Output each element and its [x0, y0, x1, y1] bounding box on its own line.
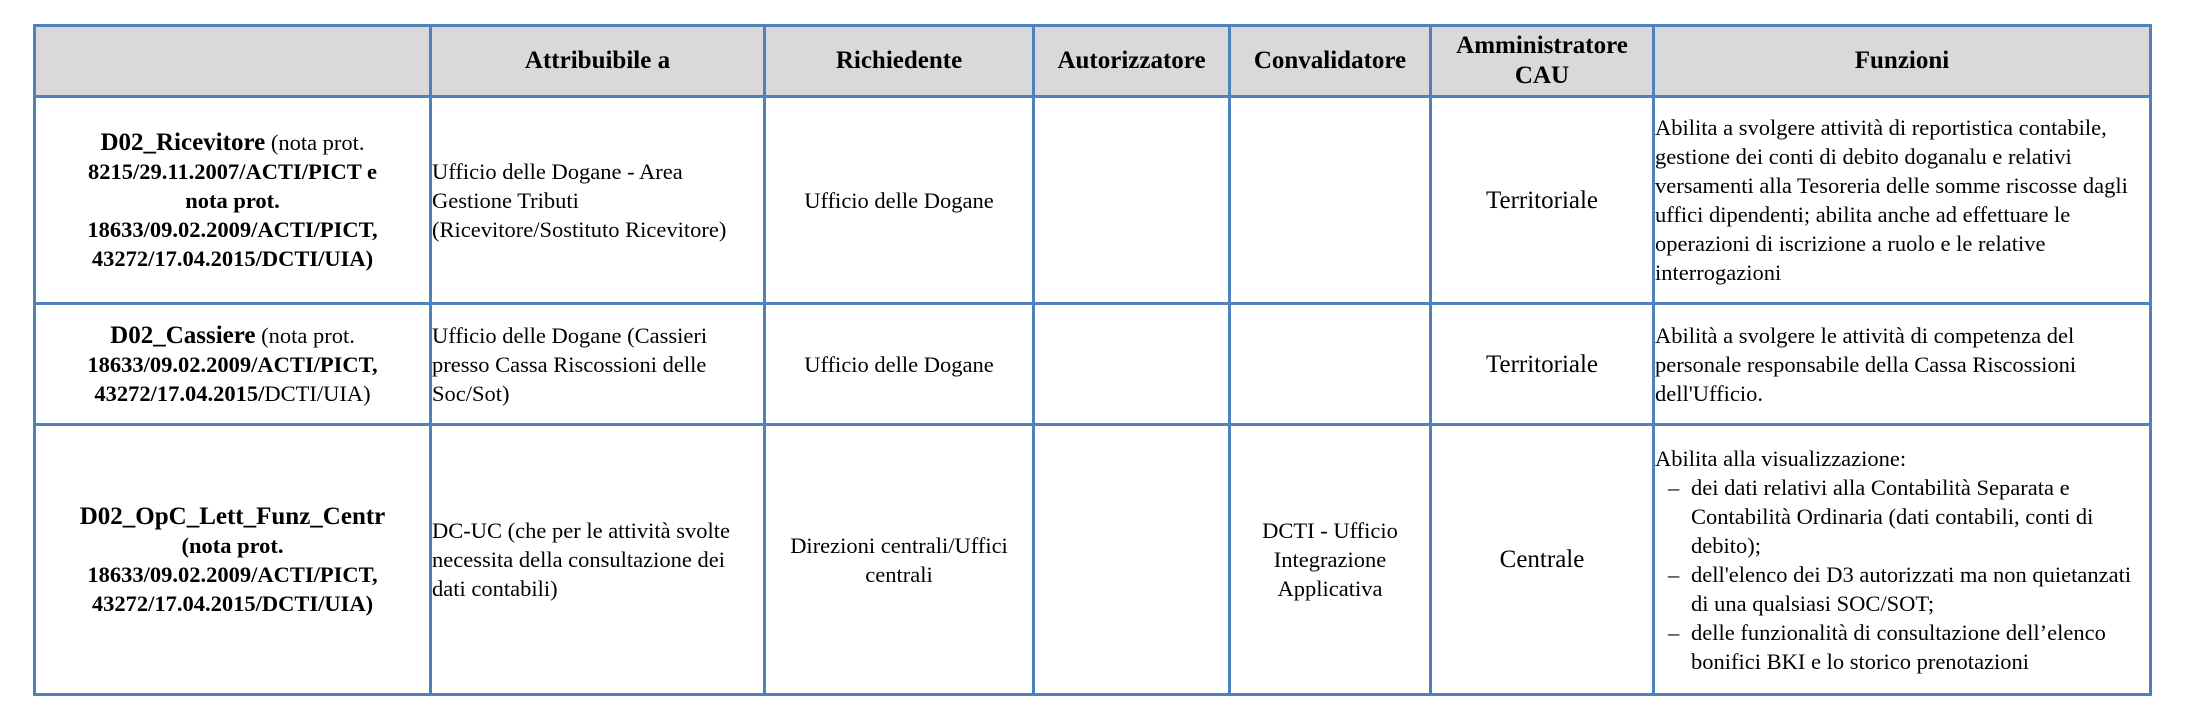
role-note-line: 43272/17.04.2015/	[94, 380, 265, 406]
role-note-line: nota prot.	[185, 187, 280, 213]
header-richiedente: Richiedente	[765, 26, 1034, 97]
funzioni-cell: Abilità a svolgere le attività di competenza del personale responsabile della Cassa Riscossioni dell'Ufficio.	[1654, 304, 2151, 425]
dash-bullet: –	[1668, 561, 1680, 587]
dash-bullet: –	[1668, 474, 1680, 500]
header-row	[35, 26, 2151, 97]
funzioni-cell	[1654, 425, 2151, 695]
role-note-line: 18633/09.02.2009/ACTI/PICT,	[87, 216, 378, 242]
attribuibile-cell: Ufficio delle Dogane (Cassieri presso Cassa Riscossioni delle Soc/Sot)	[431, 304, 765, 425]
table-row	[35, 97, 2151, 304]
role-name: D02_Cassiere	[110, 321, 256, 349]
header-autorizzatore: Autorizzatore	[1034, 26, 1230, 97]
role-note-line: 8215/29.11.2007/ACTI/PICT e	[88, 158, 377, 184]
header-amministratore: Amministratore CAU	[1431, 26, 1654, 97]
role-note-line: 43272/17.04.2015/DCTI/UIA)	[91, 590, 374, 616]
table-row	[35, 425, 2151, 695]
richiedente-cell: Ufficio delle Dogane	[765, 304, 1034, 425]
list-item	[1655, 618, 2149, 676]
role-note-line-plain: DCTI/UIA)	[264, 380, 371, 406]
role-note-line: 43272/17.04.2015/DCTI/UIA)	[91, 245, 374, 271]
role-note-prefix: (nota prot.	[255, 322, 355, 348]
list-item	[1655, 560, 2149, 618]
convalidatore-cell	[1230, 304, 1431, 425]
role-note-line: 18633/09.02.2009/ACTI/PICT,	[87, 351, 378, 377]
attribuibile-cell: DC-UC (che per le attività svolte necessita della consultazione dei dati contabili)	[431, 425, 765, 695]
role-note-line: 18633/09.02.2009/ACTI/PICT,	[87, 561, 378, 587]
list-item-text: dell'elenco dei D3 autorizzati ma non quietanzati di una qualsiasi SOC/SOT;	[1691, 561, 2132, 616]
richiedente-cell: Direzioni centrali/Uffici centrali	[765, 425, 1034, 695]
autorizzatore-cell	[1034, 304, 1230, 425]
autorizzatore-cell	[1034, 425, 1230, 695]
role-note-prefix: (nota prot.	[265, 129, 365, 155]
convalidatore-cell	[1230, 97, 1431, 304]
funzioni-intro: Abilita alla visualizzazione:	[1655, 445, 1907, 471]
funzioni-list	[1655, 473, 2149, 676]
role-cell	[35, 97, 431, 304]
amministratore-cell: Territoriale	[1431, 304, 1654, 425]
role-name: D02_Ricevitore	[100, 128, 266, 156]
list-item-text: delle funzionalità di consultazione dell’elenco bonifici BKI e lo storico prenotazioni	[1691, 619, 2106, 674]
header-attribuibile: Attribuibile a	[431, 26, 765, 97]
role-cell	[35, 425, 431, 695]
header-role	[35, 26, 431, 97]
header-convalidatore: Convalidatore	[1230, 26, 1431, 97]
roles-table	[33, 24, 2152, 696]
richiedente-cell: Ufficio delle Dogane	[765, 97, 1034, 304]
convalidatore-cell: DCTI - Ufficio Integrazione Applicativa	[1230, 425, 1431, 695]
header-funzioni: Funzioni	[1654, 26, 2151, 97]
role-cell	[35, 304, 431, 425]
table-row	[35, 304, 2151, 425]
attribuibile-cell: Ufficio delle Dogane - Area Gestione Tributi (Ricevitore/Sostituto Ricevitore)	[431, 97, 765, 304]
amministratore-cell: Territoriale	[1431, 97, 1654, 304]
role-name: D02_OpC_Lett_Funz_Centr	[79, 502, 386, 530]
dash-bullet: –	[1668, 619, 1680, 645]
amministratore-cell: Centrale	[1431, 425, 1654, 695]
funzioni-cell: Abilita a svolgere attività di reportistica contabile, gestione dei conti di debito doganalu e relativi versamenti alla Tesoreria delle somme riscosse dagli uffici dipendenti; abilita anche ad effettuare le operazioni di iscrizione a ruolo e le relative interrogazioni	[1654, 97, 2151, 304]
role-note-line: (nota prot.	[181, 532, 284, 558]
autorizzatore-cell	[1034, 97, 1230, 304]
list-item-text: dei dati relativi alla Contabilità Separata e Contabilità Ordinaria (dati contabili, conti di debito);	[1691, 474, 2094, 558]
list-item	[1655, 473, 2149, 560]
